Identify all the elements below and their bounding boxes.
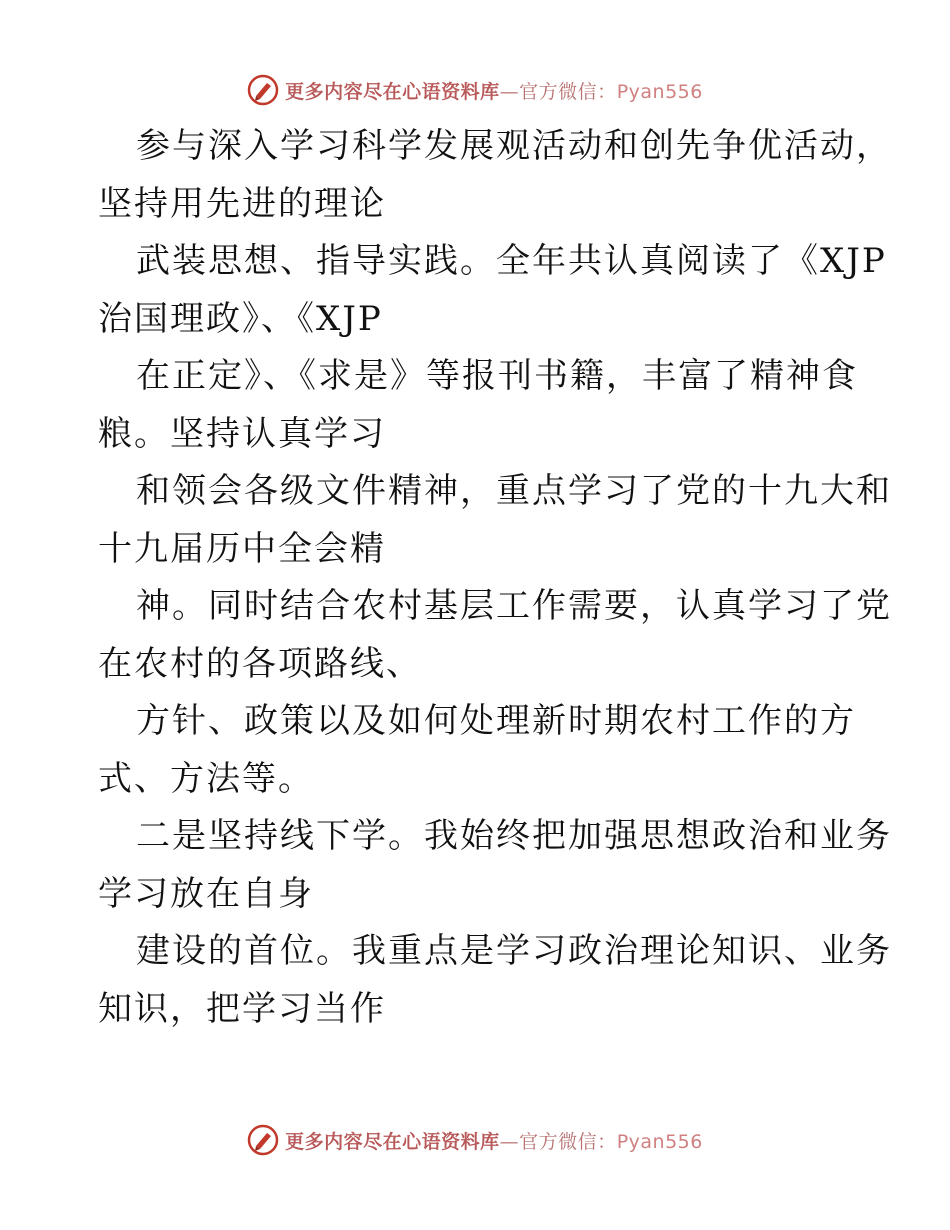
- banner-dash: —: [499, 1130, 520, 1153]
- body-line: 知识，把学习当作: [98, 988, 386, 1029]
- body-line: 治国理政》、《XJP: [98, 298, 383, 339]
- body-line: 二是坚持线下学。我始终把加强思想政治和业务: [136, 816, 892, 856]
- footer-banner: [0, 1120, 950, 1160]
- body-line: 学习放在自身: [98, 873, 314, 914]
- banner-text: [285, 77, 703, 104]
- body-line: 参与深入学习科学发展观活动和创先争优活动，: [136, 126, 892, 166]
- banner-library-name: 更多内容尽在心语资料库: [285, 80, 500, 103]
- body-line: 方针、政策以及如何处理新时期农村工作的方: [136, 701, 856, 741]
- body-line: 在农村的各项路线、: [98, 643, 422, 684]
- body-line: 神。同时结合农村基层工作需要，认真学习了党: [136, 586, 892, 626]
- body-line: 坚持用先进的理论: [98, 183, 386, 224]
- banner-wechat-id: Pyan556: [616, 1130, 703, 1153]
- banner-dash: —: [499, 80, 520, 103]
- body-line: 武装思想、指导实践。全年共认真阅读了《XJP: [136, 241, 887, 281]
- body-line: 十九届历中全会精: [98, 528, 386, 569]
- body-line: 在正定》、《求是》等报刊书籍，丰富了精神食: [136, 356, 858, 396]
- banner-wechat-label: 官方微信：: [519, 80, 617, 103]
- body-line: 粮。坚持认真学习: [98, 413, 386, 454]
- body-line: 和领会各级文件精神，重点学习了党的十九大和: [136, 471, 892, 511]
- banner-text: [285, 1127, 703, 1154]
- library-logo-icon: [247, 74, 279, 106]
- document-body: [98, 118, 892, 1038]
- banner-wechat-label: 官方微信：: [519, 1130, 617, 1153]
- banner-library-name: 更多内容尽在心语资料库: [285, 1130, 500, 1153]
- banner-wechat-id: Pyan556: [616, 80, 703, 103]
- body-line: 式、方法等。: [98, 758, 314, 799]
- library-logo-icon: [247, 1124, 279, 1156]
- header-banner: [0, 70, 950, 110]
- body-line: 建设的首位。我重点是学习政治理论知识、业务: [136, 931, 892, 971]
